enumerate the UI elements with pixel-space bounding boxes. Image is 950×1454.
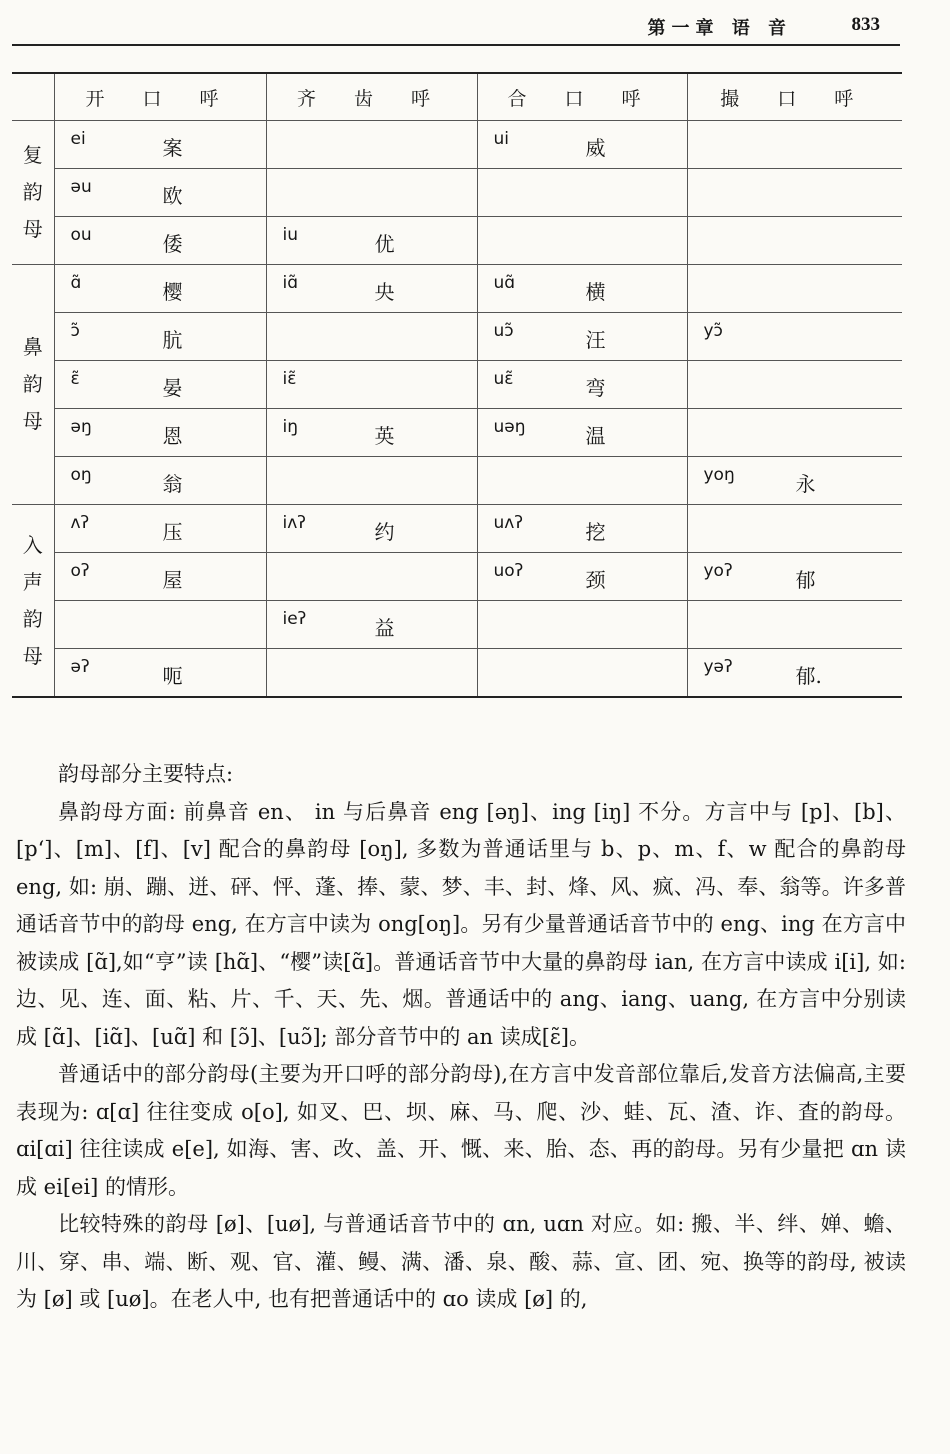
- column-header: 合 口 呼: [477, 73, 687, 121]
- ipa-symbol: uɔ̃: [493, 321, 514, 341]
- final-cell: [266, 121, 477, 169]
- final-cell: [477, 361, 687, 409]
- final-cell: [687, 409, 902, 457]
- final-cell-content: [704, 457, 903, 504]
- final-cell-content: [283, 409, 477, 456]
- ipa-symbol: iɛ̃: [282, 369, 297, 389]
- paragraph: 韵母部分主要特点:: [58, 762, 234, 786]
- ipa-symbol: ɔ̃: [70, 321, 80, 341]
- chapter-title: 第一章 语 音: [647, 18, 792, 39]
- paragraph: 鼻韵母方面: 前鼻音 en、 in 与后鼻音 eng [əŋ]、ing [iŋ] 不分。方言中与 [p]、[b]、[p‘]、[m]、[f]、[v] 配合的鼻韵母 [oŋ], 多数为普通话里与 b、p、m、f、w 配合的鼻韵母 eng, 如: 崩、蹦、迸、砰、怦、蓬、捧、蒙、梦、丰、封、烽、风、疯、冯、奉、翁等。许多普通话音节中的韵母 eng, 在方言中读为 ong[oŋ]。另有少量普通话音节中的 eng、ing 在方言中被读成 [ɑ̃],如“亨”读 [hɑ̃]、“樱”读[ɑ̃]。普通话音节中大量的鼻韵母 ian, 在方言中读成 i[i], 如: 边、见、连、面、粘、片、千、天、先、烟。普通话中的 ang、iang、uang, 在方言中分别读成 [ɑ̃]、[iɑ̃]、[uɑ̃] 和 [ɔ̃]、[uɔ̃]; 部分音节中的 an 读成[ɛ̃]。: [16, 799, 906, 1049]
- example-char: 呃: [162, 664, 183, 688]
- final-cell: [477, 457, 687, 505]
- example-char: 英: [374, 424, 395, 448]
- final-cell-content: [283, 361, 477, 408]
- final-cell-content: [71, 361, 266, 408]
- final-cell: [477, 121, 687, 169]
- ipa-symbol: yɔ̃: [703, 321, 723, 341]
- final-cell-content: [704, 217, 903, 264]
- example-char: 汪: [585, 328, 606, 352]
- example-char: 永: [795, 472, 816, 496]
- table-row: [12, 649, 902, 698]
- table-row: [12, 361, 902, 409]
- final-cell-content: [494, 313, 687, 360]
- category-label: [12, 505, 54, 698]
- final-cell: [477, 169, 687, 217]
- final-cell-content: [494, 649, 687, 696]
- ipa-symbol: ou: [70, 225, 92, 245]
- final-cell: [266, 409, 477, 457]
- final-cell-content: [494, 265, 687, 312]
- ipa-symbol: əu: [70, 177, 92, 197]
- final-cell-content: [494, 457, 687, 504]
- example-char: 约: [374, 520, 395, 544]
- ipa-symbol: uoʔ: [493, 561, 524, 581]
- ipa-symbol: ei: [70, 129, 86, 149]
- example-char: 颈: [585, 568, 606, 592]
- example-char: 郁: [795, 568, 816, 592]
- final-cell: [266, 361, 477, 409]
- final-cell-content: [704, 601, 903, 648]
- example-char: 晏: [162, 376, 183, 400]
- ipa-symbol: ui: [493, 129, 509, 149]
- final-cell: [687, 553, 902, 601]
- category-char: 母: [22, 217, 43, 241]
- final-cell-content: [283, 169, 477, 216]
- final-cell-content: [494, 121, 687, 168]
- page-number: 833: [851, 14, 880, 35]
- category-char: 韵: [22, 372, 43, 396]
- example-char: 央: [374, 280, 395, 304]
- ipa-symbol: ɛ̃: [70, 369, 80, 389]
- category-char: 复: [22, 143, 43, 167]
- final-cell: [54, 217, 266, 265]
- column-header: 撮 口 呼: [687, 73, 902, 121]
- table-header-row: [12, 73, 902, 121]
- final-cell: [54, 121, 266, 169]
- final-cell: [54, 169, 266, 217]
- ipa-symbol: ʌʔ: [70, 513, 90, 533]
- ipa-symbol: uəŋ: [493, 417, 526, 437]
- final-cell: [266, 169, 477, 217]
- example-char: 案: [162, 136, 183, 160]
- category-char: 韵: [22, 180, 43, 204]
- example-char: 挖: [585, 520, 606, 544]
- ipa-symbol: iu: [282, 225, 298, 245]
- example-char: 弯: [585, 376, 606, 400]
- table-row: [12, 409, 902, 457]
- ipa-symbol: yəʔ: [703, 657, 733, 677]
- ipa-symbol: yoʔ: [703, 561, 733, 581]
- example-char: 威: [585, 136, 606, 160]
- final-cell-content: [283, 601, 477, 648]
- ipa-symbol: ieʔ: [282, 609, 307, 629]
- final-cell-content: [704, 169, 903, 216]
- final-cell-content: [704, 313, 903, 360]
- example-char: 恩: [162, 424, 183, 448]
- category-char: 入: [22, 532, 43, 557]
- example-char: 倭: [162, 232, 183, 256]
- ipa-symbol: ɑ̃: [70, 273, 82, 293]
- final-cell-content: [71, 313, 266, 360]
- final-cell: [54, 505, 266, 553]
- final-cell: [54, 649, 266, 698]
- ipa-symbol: yoŋ: [703, 465, 735, 485]
- final-cell-content: [704, 505, 903, 552]
- category-char: 声: [22, 569, 43, 594]
- final-cell-content: [283, 313, 477, 360]
- final-cell: [687, 505, 902, 553]
- final-cell-content: [283, 457, 477, 504]
- example-char: 肮: [162, 328, 183, 352]
- ipa-symbol: iʌʔ: [282, 513, 306, 533]
- final-cell: [266, 313, 477, 361]
- final-cell: [266, 553, 477, 601]
- final-cell: [266, 217, 477, 265]
- final-cell: [477, 553, 687, 601]
- finals-table: [12, 72, 902, 698]
- paragraph: 普通话中的部分韵母(主要为开口呼的部分韵母),在方言中发音部位靠后,发音方法偏高,主要表现为: ɑ[ɑ] 往往变成 o[o], 如叉、巴、坝、麻、马、爬、沙、蛙、瓦、渣、诈、査的韵母。ɑi[ɑi] 往往读成 e[e], 如海、害、改、盖、开、慨、来、胎、态、再的韵母。另有少量把 ɑn 读成 ei[ei] 的情形。: [16, 1062, 906, 1199]
- final-cell: [687, 457, 902, 505]
- final-cell: [477, 313, 687, 361]
- final-cell: [477, 601, 687, 649]
- ipa-symbol: oʔ: [70, 561, 90, 581]
- final-cell: [54, 313, 266, 361]
- final-cell: [477, 505, 687, 553]
- table-row: [12, 553, 902, 601]
- final-cell-content: [71, 457, 266, 504]
- example-char: 欧: [162, 184, 183, 208]
- final-cell-content: [494, 505, 687, 552]
- final-cell: [266, 649, 477, 698]
- final-cell: [687, 217, 902, 265]
- final-cell: [266, 457, 477, 505]
- final-cell-content: [283, 553, 477, 600]
- ipa-symbol: uɑ̃: [493, 273, 516, 293]
- category-char: 鼻: [22, 335, 43, 359]
- table-row: [12, 505, 902, 553]
- final-cell: [54, 265, 266, 313]
- ipa-symbol: iɑ̃: [282, 273, 299, 293]
- final-cell-content: [71, 169, 266, 216]
- final-cell: [687, 601, 902, 649]
- final-cell-content: [494, 409, 687, 456]
- example-char: 屋: [162, 568, 183, 592]
- final-cell-content: [71, 409, 266, 456]
- final-cell: [266, 265, 477, 313]
- final-cell: [266, 505, 477, 553]
- ipa-symbol: əŋ: [70, 417, 92, 437]
- final-cell-content: [71, 649, 266, 696]
- final-cell: [477, 409, 687, 457]
- final-cell: [54, 457, 266, 505]
- example-char: 横: [585, 280, 606, 304]
- final-cell: [687, 313, 902, 361]
- final-cell-content: [494, 217, 687, 264]
- column-header: 齐 齿 呼: [266, 73, 477, 121]
- final-cell: [687, 265, 902, 313]
- category-label: [12, 121, 54, 265]
- final-cell-content: [283, 121, 477, 168]
- header-blank: [12, 73, 54, 121]
- final-cell-content: [283, 649, 477, 696]
- final-cell: [266, 601, 477, 649]
- final-cell-content: [71, 121, 266, 168]
- final-cell-content: [71, 265, 266, 312]
- final-cell-content: [283, 217, 477, 264]
- example-char: 樱: [162, 280, 183, 304]
- ipa-symbol: oŋ: [70, 465, 92, 485]
- final-cell: [687, 361, 902, 409]
- final-cell-content: [283, 265, 477, 312]
- example-char: 郁.: [795, 664, 822, 688]
- table-body: [12, 121, 902, 698]
- final-cell: [687, 649, 902, 698]
- final-cell: [687, 169, 902, 217]
- page-header: [12, 6, 900, 46]
- final-cell: [687, 121, 902, 169]
- final-cell-content: [71, 601, 266, 648]
- category-char: 母: [22, 409, 43, 433]
- example-char: 优: [374, 232, 395, 256]
- body-text: [16, 756, 906, 1319]
- example-char: 益: [374, 616, 395, 640]
- final-cell-content: [71, 505, 266, 552]
- example-char: 翁: [162, 472, 183, 496]
- final-cell-content: [71, 553, 266, 600]
- final-cell: [477, 649, 687, 698]
- final-cell-content: [704, 553, 903, 600]
- category-label: [12, 265, 54, 505]
- table-row: [12, 601, 902, 649]
- table-row: [12, 313, 902, 361]
- final-cell-content: [704, 361, 903, 408]
- final-cell: [54, 409, 266, 457]
- ipa-symbol: uʌʔ: [493, 513, 524, 533]
- ipa-symbol: uɛ̃: [493, 369, 514, 389]
- category-char: 韵: [22, 606, 43, 631]
- final-cell-content: [494, 601, 687, 648]
- example-char: 温: [585, 424, 606, 448]
- category-char: 母: [22, 643, 43, 668]
- paragraph: 比较特殊的韵母 [ø]、[uø], 与普通话音节中的 ɑn, uɑn 对应。如: 搬、半、绊、婵、蟾、川、穿、串、端、断、观、官、灌、鳗、满、潘、泉、酸、蒜、宣、团、宛、换等的韵母, 被读为 [ø] 或 [uø]。在老人中, 也有把普通话中的 ɑo 读成 [ø] 的,: [16, 1212, 906, 1311]
- final-cell: [54, 601, 266, 649]
- final-cell-content: [71, 217, 266, 264]
- final-cell: [477, 265, 687, 313]
- table-row: [12, 217, 902, 265]
- final-cell-content: [283, 505, 477, 552]
- final-cell-content: [494, 169, 687, 216]
- final-cell: [477, 217, 687, 265]
- final-cell: [54, 361, 266, 409]
- final-cell-content: [704, 265, 903, 312]
- ipa-symbol: iŋ: [282, 417, 298, 437]
- table-row: [12, 121, 902, 169]
- final-cell-content: [494, 361, 687, 408]
- table-row: [12, 169, 902, 217]
- table-row: [12, 457, 902, 505]
- example-char: 压: [162, 520, 183, 544]
- final-cell: [54, 553, 266, 601]
- final-cell-content: [704, 649, 903, 696]
- ipa-symbol: əʔ: [70, 657, 90, 677]
- column-header: 开 口 呼: [54, 73, 266, 121]
- table-row: [12, 265, 902, 313]
- final-cell-content: [704, 121, 903, 168]
- final-cell-content: [704, 409, 903, 456]
- final-cell-content: [494, 553, 687, 600]
